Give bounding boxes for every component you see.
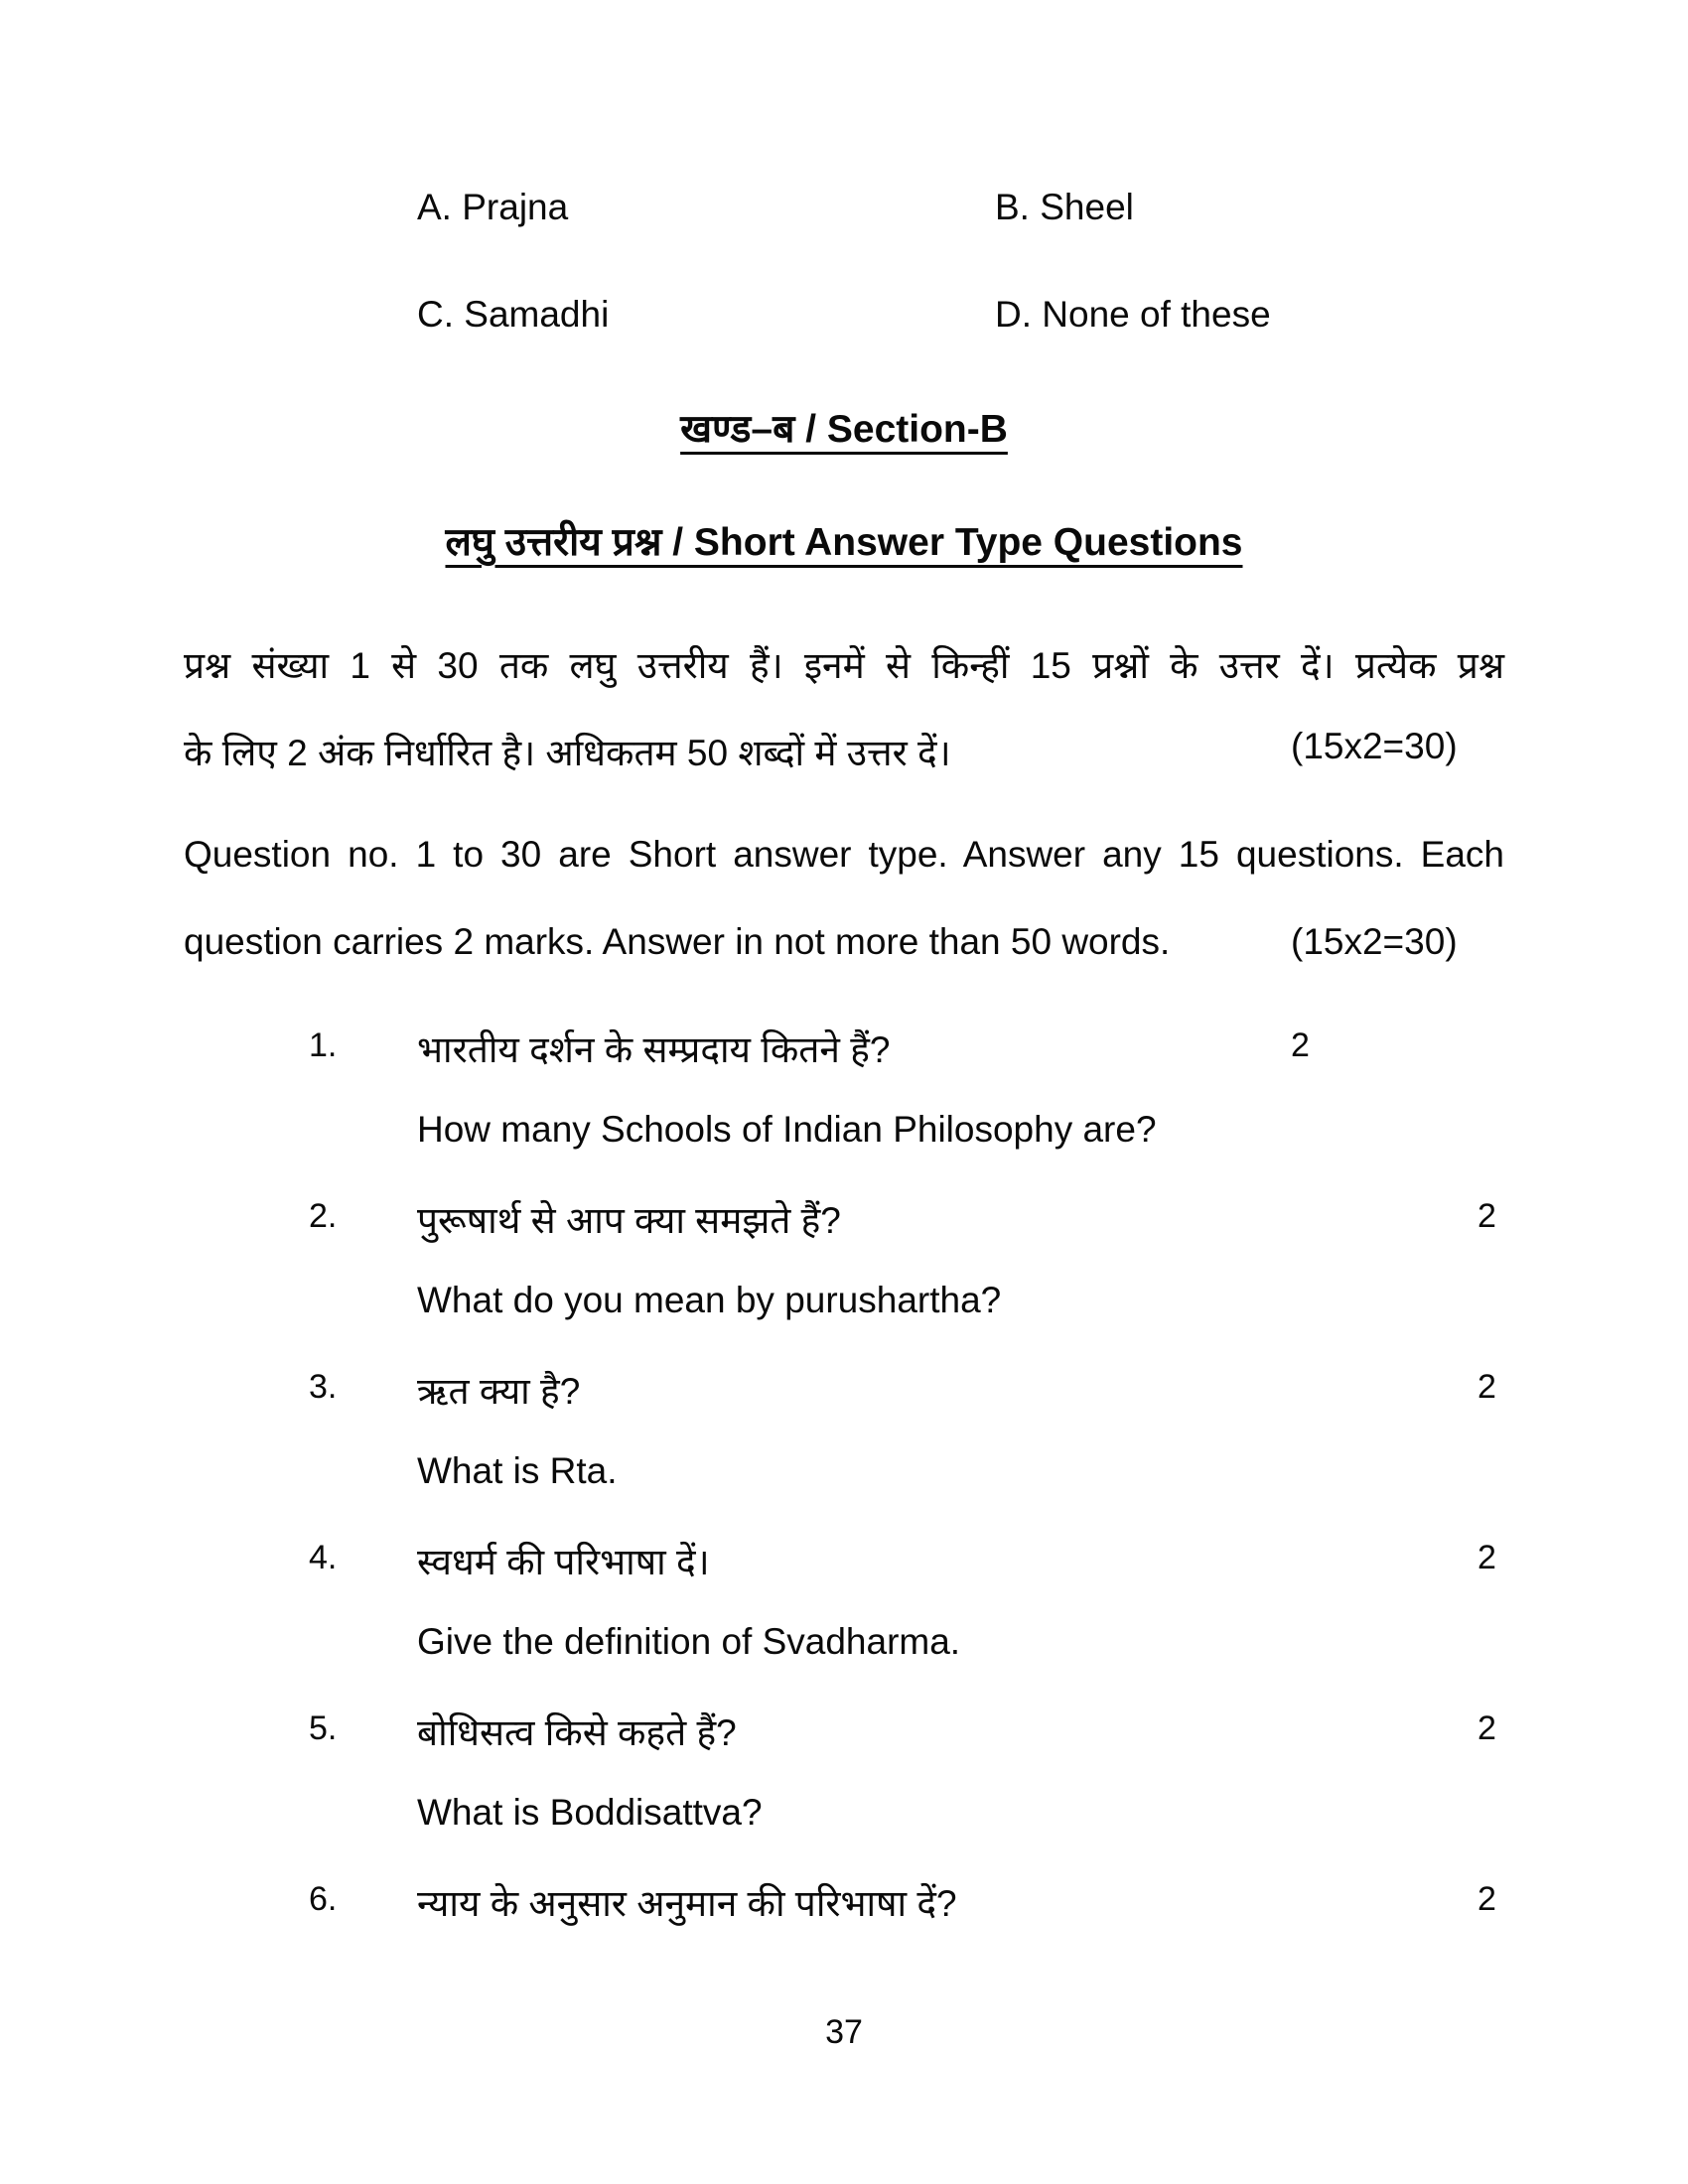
section-heading-text: खण्ड–ब / Section-B <box>680 408 1008 451</box>
question-marks: 2 <box>1477 1880 1496 1918</box>
question-number: 2. <box>309 1197 338 1235</box>
question-number: 6. <box>309 1880 338 1918</box>
question-number: 1. <box>309 1026 338 1064</box>
question-row-1 <box>0 1023 1688 1193</box>
option-b: B. Sheel <box>995 187 1134 227</box>
question-row-3 <box>0 1364 1688 1535</box>
instructions-hindi-line2: के लिए 2 अंक निर्धारित है। अधिकतम 50 शब्दों में उत्तर दें। <box>184 733 951 773</box>
page-number: 37 <box>825 2013 863 2051</box>
question-text-hindi: पुरूषार्थ से आप क्या समझते हैं? <box>417 1200 841 1241</box>
question-text-hindi: न्याय के अनुसार अनुमान की परिभाषा दें? <box>417 1883 957 1924</box>
option-a: A. Prajna <box>417 187 569 227</box>
question-text-hindi: भारतीय दर्शन के सम्प्रदाय कितने हैं? <box>417 1029 891 1070</box>
question-number: 3. <box>309 1368 338 1406</box>
question-row-4 <box>0 1535 1688 1706</box>
question-text-hindi: स्वधर्म की परिभाषा दें। <box>417 1542 710 1582</box>
option-c: C. Samadhi <box>417 294 610 335</box>
option-d: D. None of these <box>995 294 1271 335</box>
instructions-english-line2: question carries 2 marks. Answer in not more than 50 words. <box>184 921 1171 962</box>
question-text-hindi: बोधिसत्व किसे कहते हैं? <box>417 1712 737 1753</box>
question-text-english: What is Rta. <box>417 1450 618 1491</box>
question-number: 5. <box>309 1709 338 1747</box>
question-row-5 <box>0 1706 1688 1876</box>
question-text-english: How many Schools of Indian Philosophy are? <box>417 1109 1157 1150</box>
instructions-hindi-marks: (15x2=30) <box>1291 726 1458 766</box>
section-subheading <box>0 514 1688 567</box>
question-text-english: Give the definition of Svadharma. <box>417 1621 961 1662</box>
instructions-hindi-line1: प्रश्न संख्या 1 से 30 तक लघु उत्तरीय हैं। इनमें से किन्हीं 15 प्रश्नों के उत्तर दें। प्रत्येक प्रश्न <box>184 645 1504 686</box>
question-list <box>0 1023 1688 2047</box>
instructions-english-line1: Question no. 1 to 30 are Short answer type. Answer any 15 questions. Each <box>184 834 1504 875</box>
instructions-english-marks: (15x2=30) <box>1291 921 1458 962</box>
question-number: 4. <box>309 1539 338 1576</box>
section-heading <box>0 401 1688 454</box>
question-row-2 <box>0 1193 1688 1364</box>
section-subheading-text: लघु उत्तरीय प्रश्न / Short Answer Type Questions <box>445 521 1243 564</box>
question-marks: 2 <box>1477 1368 1496 1406</box>
question-marks: 2 <box>1291 1026 1310 1064</box>
question-marks: 2 <box>1477 1539 1496 1576</box>
question-text-english: What do you mean by purushartha? <box>417 1280 1002 1320</box>
question-marks: 2 <box>1477 1709 1496 1747</box>
question-marks: 2 <box>1477 1197 1496 1235</box>
question-text-hindi: ऋत क्या है? <box>417 1371 581 1412</box>
question-text-english: What is Boddisattva? <box>417 1792 763 1833</box>
